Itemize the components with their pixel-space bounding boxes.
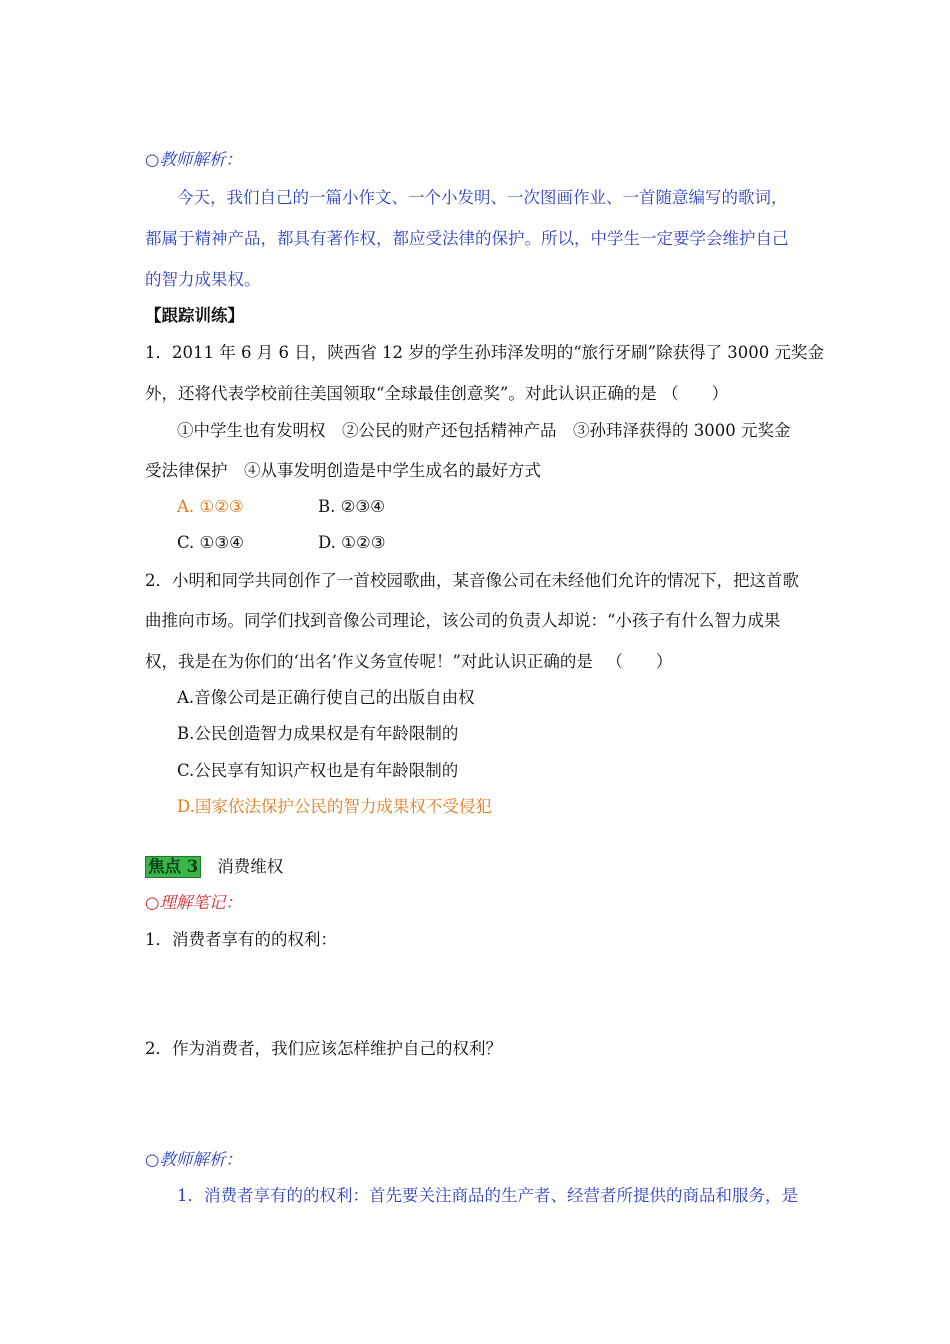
question-2-line: 曲推向市场。同学们找到音像公司理论，该公司的负责人却说：“小孩子有什么智力成果 — [145, 611, 781, 630]
question-2-line: 权，我是在为你们的‘出名’作义务宣传呢！”对此认识正确的是 （ ） — [145, 652, 673, 671]
focus-3-header — [145, 856, 283, 878]
focus-title: 消费维权 — [217, 857, 284, 876]
q2-option-c: C.公民享有知识产权也是有年龄限制的 — [177, 761, 459, 780]
analysis-paragraph-line: 今天，我们自己的一篇小作文、一个小发明、一次图画作业、一首随意编写的歌词， — [177, 188, 788, 207]
q1-option-a: A. ①②③ — [177, 497, 244, 516]
note-item-1: 1．消费者享有的的权利： — [145, 930, 337, 949]
q2-option-d: D.国家依法保护公民的智力成果权不受侵犯 — [177, 797, 492, 816]
question-2-line: 2．小明和同学共同创作了一首校园歌曲，某音像公司在未经他们允许的情况下，把这首歌 — [145, 571, 799, 590]
notes-heading: ○理解笔记： — [145, 893, 242, 912]
teacher-analysis-heading: ○教师解析： — [145, 150, 242, 169]
analysis-paragraph-line: 1．消费者享有的的权利：首先要关注商品的生产者、经营者所提供的商品和服务，是 — [177, 1186, 798, 1205]
analysis-paragraph-line: 的智力成果权。 — [145, 270, 261, 289]
q1-option-d: D. ①②③ — [318, 533, 386, 552]
note-item-2: 2．作为消费者，我们应该怎样维护自己的权利？ — [145, 1039, 502, 1058]
q1-option-b: B. ②③④ — [318, 497, 385, 516]
q2-option-a: A.音像公司是正确行使自己的出版自由权 — [177, 688, 475, 707]
training-heading: 【跟踪训练】 — [145, 306, 244, 325]
question-1-line: 1．2011 年 6 月 6 日，陕西省 12 岁的学生孙玮泽发明的“旅行牙刷”除获得了 3000 元奖金 — [145, 343, 825, 362]
q2-option-b: B.公民创造智力成果权是有年龄限制的 — [177, 724, 459, 743]
teacher-analysis-heading: ○教师解析： — [145, 1150, 242, 1169]
question-1-line: 外，还将代表学校前往美国领取“全球最佳创意奖”。对此认识正确的是 （ ） — [145, 384, 729, 403]
question-1-line: ①中学生也有发明权 ②公民的财产还包括精神产品 ③孙玮泽获得的 3000 元奖金 — [177, 421, 791, 440]
analysis-paragraph-line: 都属于精神产品，都具有著作权，都应受法律的保护。所以，中学生一定要学会维护自己 — [145, 229, 789, 248]
question-1-line: 受法律保护 ④从事发明创造是中学生成名的最好方式 — [145, 461, 541, 480]
q1-option-c: C. ①③④ — [177, 533, 244, 552]
focus-badge: 焦点 3 — [145, 856, 201, 878]
